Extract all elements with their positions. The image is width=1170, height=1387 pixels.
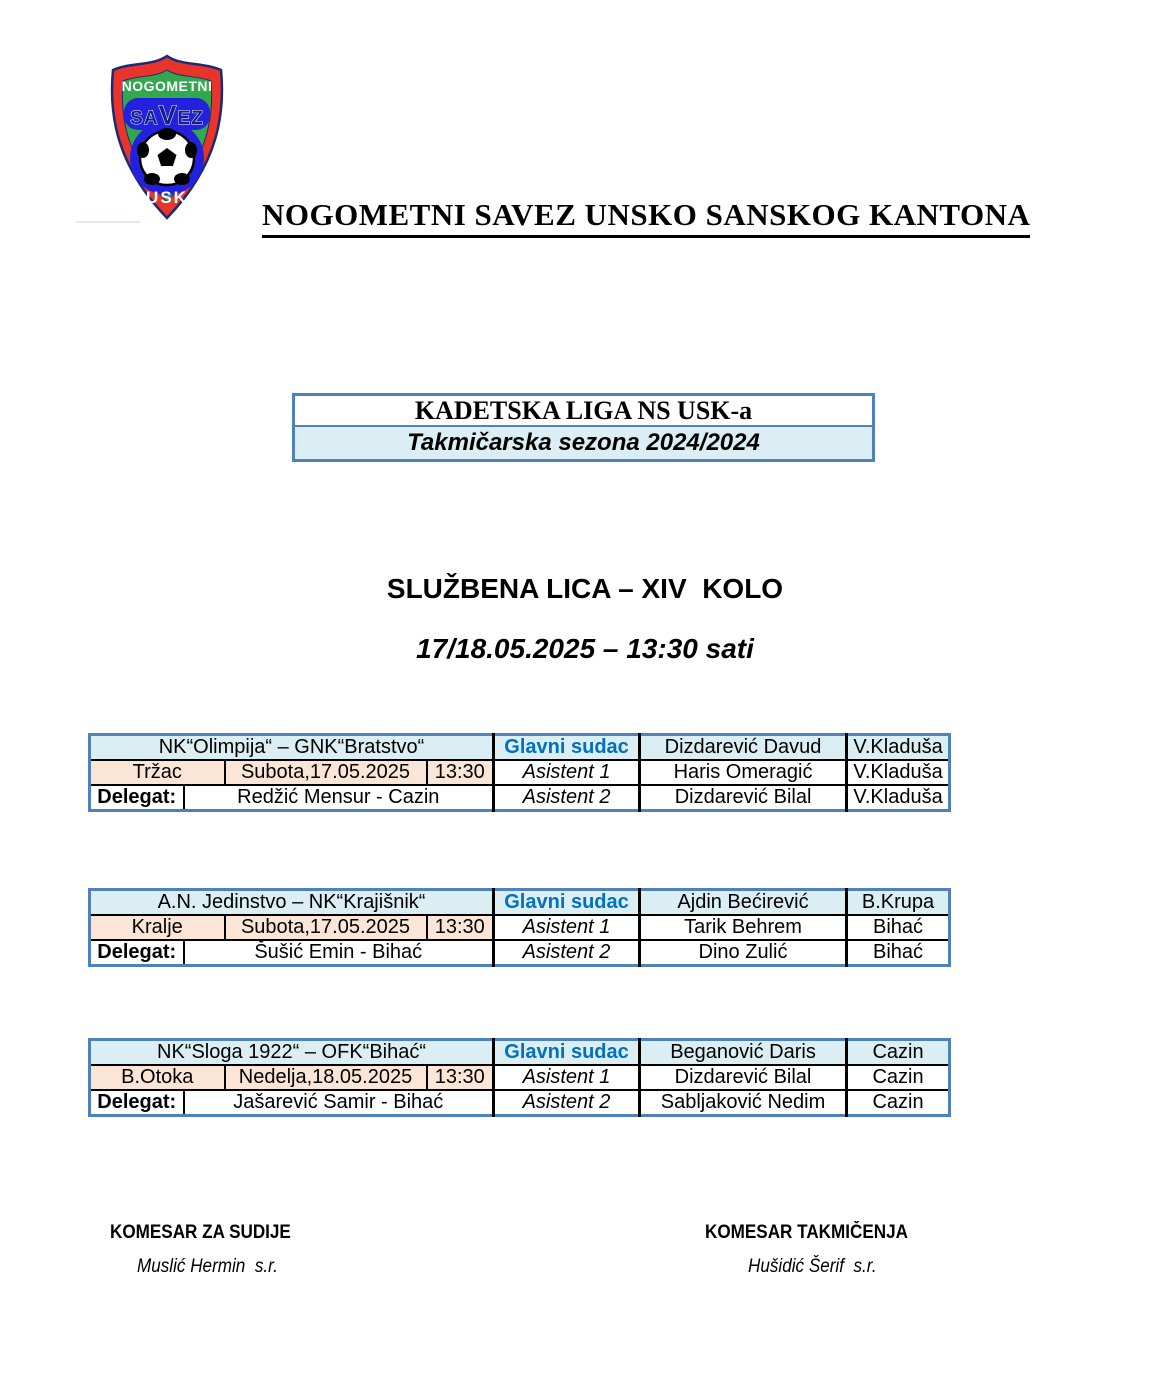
fixture-cell: A.N. Jedinstvo – NK“Krajišnik“ <box>90 890 494 916</box>
fixture-cell: NK“Sloga 1922“ – OFK“Bihać“ <box>90 1040 494 1066</box>
date-cell: Subota,17.05.2025 <box>225 760 427 785</box>
official-name-cell: Dino Zulić <box>640 940 847 966</box>
role-cell: Glavni sudac <box>494 1040 640 1066</box>
role-cell: Asistent 2 <box>494 1090 640 1116</box>
delegate-label-cell: Delegat: <box>90 785 184 811</box>
page-title: NOGOMETNI SAVEZ UNSKO SANSKOG KANTONA <box>262 197 1030 238</box>
delegate-name-cell: Redžić Mensur - Cazin <box>184 785 494 811</box>
logo-text-nogometni: NOGOMETNI <box>121 78 213 94</box>
schedule-line: 17/18.05.2025 – 13:30 sati <box>416 633 754 664</box>
section-title: SLUŽBENA LICA – XIV KOLO <box>386 573 784 604</box>
fixture-cell: NK“Olimpija“ – GNK“Bratstvo“ <box>90 735 494 761</box>
venue-cell: B.Otoka <box>90 1065 225 1090</box>
role-cell: Asistent 2 <box>494 785 640 811</box>
table-row <box>90 940 950 966</box>
logo-text-savez: SAVEZ <box>130 100 204 130</box>
official-city-cell: V.Kladuša <box>847 760 950 785</box>
official-name-cell: Dizdarević Davud <box>640 735 847 761</box>
official-name-cell: Ajdin Bećirević <box>640 890 847 916</box>
table-row <box>90 915 950 940</box>
delegate-name-cell: Jašarević Samir - Bihać <box>184 1090 494 1116</box>
scan-artifact-line <box>76 221 140 223</box>
role-cell: Glavni sudac <box>494 735 640 761</box>
commissioner-competition-title: KOMESAR TAKMIČENJA <box>705 1222 908 1243</box>
date-cell: Subota,17.05.2025 <box>225 915 427 940</box>
time-cell: 13:30 <box>427 760 494 785</box>
role-cell: Glavni sudac <box>494 890 640 916</box>
venue-cell: Tržac <box>90 760 225 785</box>
time-cell: 13:30 <box>427 915 494 940</box>
table-row <box>90 890 950 916</box>
official-city-cell: Bihać <box>847 915 950 940</box>
official-city-cell: V.Kladuša <box>847 735 950 761</box>
delegate-label-cell: Delegat: <box>90 940 184 966</box>
match-table-3 <box>88 1038 951 1117</box>
time-cell: 13:30 <box>427 1065 494 1090</box>
date-cell: Nedelja,18.05.2025 <box>225 1065 427 1090</box>
ball-patch <box>137 142 149 158</box>
ball-patch <box>174 173 190 185</box>
official-name-cell: Tarik Behrem <box>640 915 847 940</box>
official-name-cell: Haris Omeragić <box>640 760 847 785</box>
role-cell: Asistent 2 <box>494 940 640 966</box>
role-cell: Asistent 1 <box>494 760 640 785</box>
role-cell: Asistent 1 <box>494 915 640 940</box>
commissioner-competition-name: Hušidić Šerif s.r. <box>748 1256 877 1277</box>
table-row <box>90 1065 950 1090</box>
season-label: Takmičarska sezona 2024/2024 <box>295 427 872 459</box>
federation-crest-logo <box>93 46 241 228</box>
official-name-cell: Sabljaković Nedim <box>640 1090 847 1116</box>
official-city-cell: V.Kladuša <box>847 785 950 811</box>
logo-text-usk: USK <box>146 188 188 207</box>
official-city-cell: Bihać <box>847 940 950 966</box>
official-name-cell: Beganović Daris <box>640 1040 847 1066</box>
official-city-cell: Cazin <box>847 1040 950 1066</box>
ball-patch <box>185 142 197 158</box>
league-name: KADETSKA LIGA NS USK-a <box>295 396 872 427</box>
table-row <box>90 1040 950 1066</box>
table-row <box>90 785 950 811</box>
official-city-cell: B.Krupa <box>847 890 950 916</box>
table-row <box>90 735 950 761</box>
delegate-label-cell: Delegat: <box>90 1090 184 1116</box>
official-city-cell: Cazin <box>847 1065 950 1090</box>
venue-cell: Kralje <box>90 915 225 940</box>
official-name-cell: Dizdarević Bilal <box>640 785 847 811</box>
commissioner-referees-name: Muslić Hermin s.r. <box>137 1256 278 1277</box>
league-header-box <box>292 393 875 462</box>
role-cell: Asistent 1 <box>494 1065 640 1090</box>
official-name-cell: Dizdarević Bilal <box>640 1065 847 1090</box>
official-city-cell: Cazin <box>847 1090 950 1116</box>
table-row <box>90 1090 950 1116</box>
table-row <box>90 760 950 785</box>
delegate-name-cell: Šušić Emin - Bihać <box>184 940 494 966</box>
match-table-2 <box>88 888 951 967</box>
match-table-1 <box>88 733 951 812</box>
ball-patch <box>144 173 160 185</box>
commissioner-referees-title: KOMESAR ZA SUDIJE <box>110 1222 291 1243</box>
